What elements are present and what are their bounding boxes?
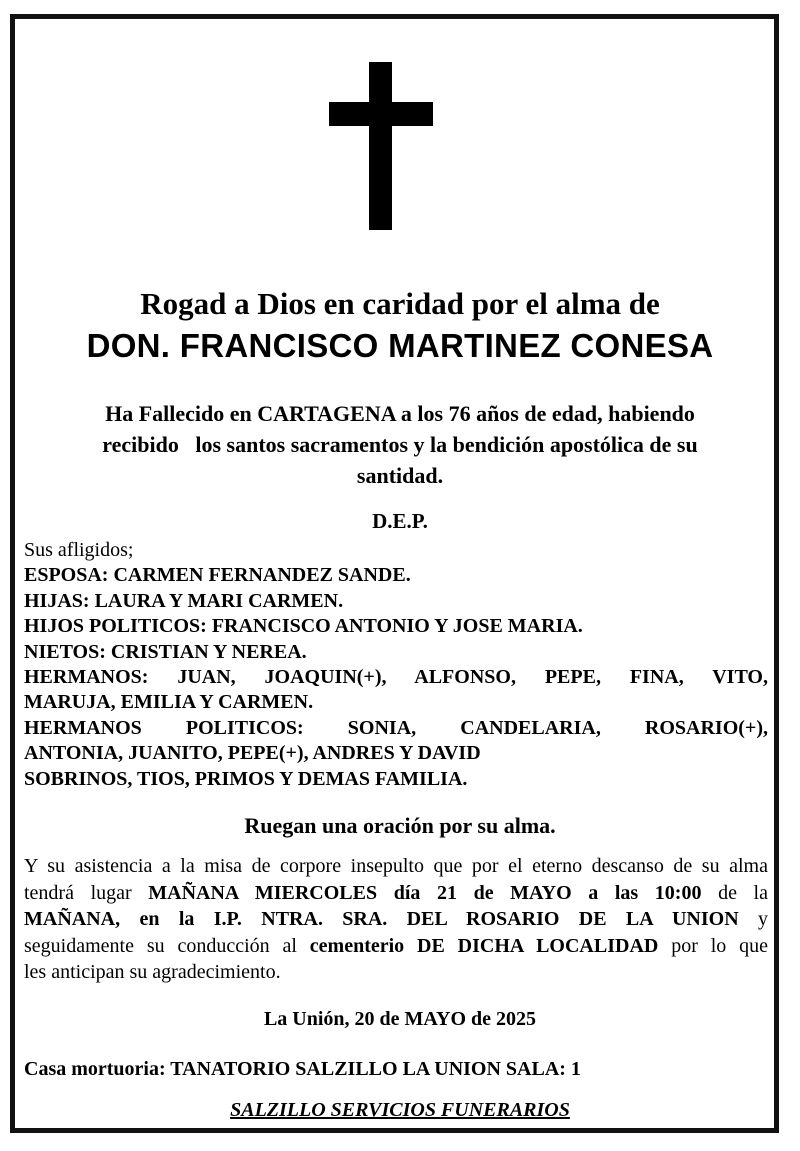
family-sobrinos: SOBRINOS, TIOS, PRIMOS Y DEMAS FAMILIA. bbox=[24, 767, 468, 790]
heading: Rogad a Dios en caridad por el alma de bbox=[140, 286, 660, 321]
family-hermanos-politicos-line-2: ANTONIA, JUANITO, PEPE(+), ANDRES Y DAVID bbox=[24, 742, 481, 765]
mass-cemetery: cementerio DE DICHA LOCALIDAD bbox=[309, 934, 659, 957]
mass-line-3: MAÑANA, en la I.P. NTRA. SRA. DEL ROSARIO DE LA UNION y bbox=[24, 908, 769, 931]
family-list bbox=[24, 538, 768, 792]
funeral-home-name: SALZILLO SERVICIOS FUNERARIOS bbox=[230, 1099, 570, 1121]
family-hermanos-line-1: HERMANOS: JUAN, JOAQUIN(+), ALFONSO, PEPE, FINA, VITO, bbox=[24, 666, 768, 689]
casa-mortuoria: Casa mortuoria: TANATORIO SALZILLO LA UNION SALA: 1 bbox=[24, 1058, 581, 1080]
deceased-name: DON. FRANCISCO MARTINEZ CONESA bbox=[86, 327, 714, 364]
death-notice-intro bbox=[0, 398, 800, 491]
mass-line-5: les anticipan su agradecimiento. bbox=[24, 961, 281, 984]
mass-line-1: Y su asistencia a la misa de corpore insepulto que por el eterno descanso de su alma bbox=[24, 855, 768, 877]
intro-line-1: Ha Fallecido en CARTAGENA a los 76 años de edad, habiendo bbox=[105, 401, 695, 426]
place-date: La Unión, 20 de MAYO de 2025 bbox=[263, 1008, 537, 1030]
family-hijos-politicos: HIJOS POLITICOS: FRANCISCO ANTONIO Y JOSE MARIA. bbox=[24, 615, 583, 638]
mass-line-4: seguidamente su conducción al cementerio DE DICHA LOCALIDAD por lo que bbox=[24, 934, 769, 957]
family-hermanos-politicos-line-1: HERMANOS POLITICOS: SONIA, CANDELARIA, ROSARIO(+), bbox=[24, 716, 768, 739]
mass-paragraph bbox=[24, 853, 768, 986]
family-hermanos-line-2: MARUJA, EMILIA Y CARMEN. bbox=[24, 691, 314, 714]
family-intro: Sus afligidos; bbox=[24, 539, 134, 561]
mass-location: MAÑANA, en la I.P. NTRA. SRA. DEL ROSARIO DE LA UNION bbox=[24, 908, 739, 931]
family-esposa: ESPOSA: CARMEN FERNANDEZ SANDE. bbox=[24, 564, 411, 587]
intro-line-3: santidad. bbox=[356, 463, 444, 488]
intro-line-2: recibido los santos sacramentos y la bendición apostólica de su bbox=[102, 432, 698, 457]
cross-icon bbox=[329, 62, 433, 230]
mass-datetime: MAÑANA MIERCOLES día 21 de MAYO a las 10:00 bbox=[148, 881, 702, 904]
dep-label: D.E.P. bbox=[372, 509, 428, 533]
prayer-request: Ruegan una oración por su alma. bbox=[244, 813, 556, 838]
family-nietos: NIETOS: CRISTIAN Y NEREA. bbox=[24, 640, 307, 663]
mass-line-2: tendrá lugar MAÑANA MIERCOLES día 21 de MAYO a las 10:00 de la bbox=[24, 881, 768, 904]
family-hijas: HIJAS: LAURA Y MARI CARMEN. bbox=[24, 589, 344, 612]
